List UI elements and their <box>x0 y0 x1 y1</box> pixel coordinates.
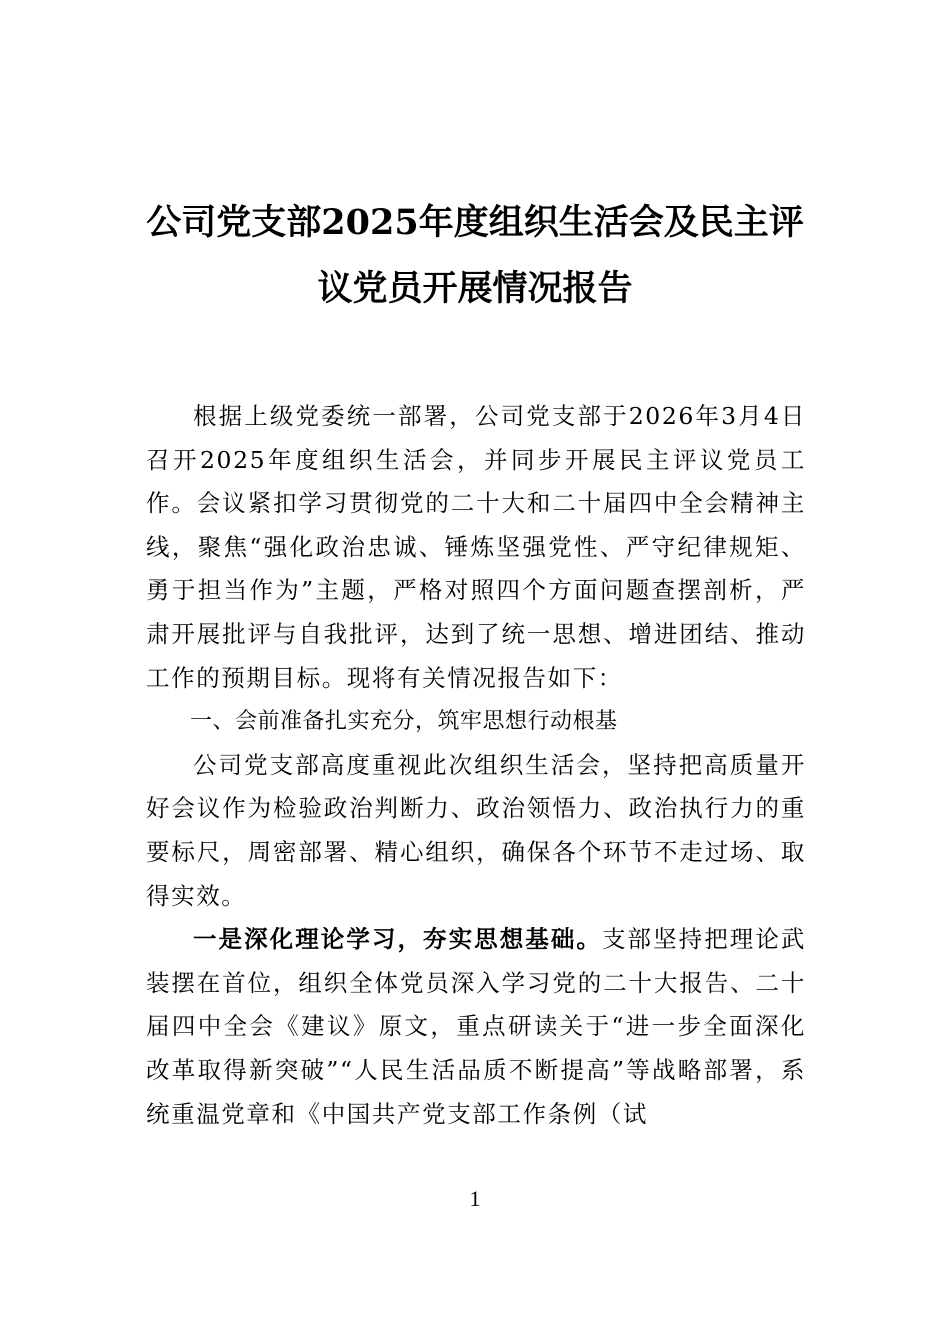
document-body <box>146 395 806 1136</box>
item-1-lead: 一是深化理论学习，夯实思想基础。 <box>193 925 602 954</box>
title-line-1: 公司党支部2025年度组织生活会及民主评 <box>146 202 804 243</box>
section-1-paragraph: 公司党支部高度重视此次组织生活会，坚持把高质量开好会议作为检验政治判断力、政治领悟力、政治执行力的重要标尺，周密部署、精心组织，确保各个环节不走过场、取得实效。 <box>146 750 806 910</box>
item-1-paragraph <box>146 918 806 1136</box>
document-title <box>120 190 830 322</box>
title-line-2: 议党员开展情况报告 <box>317 268 633 309</box>
section-1-heading: 一、会前准备扎实充分，筑牢思想行动根基 <box>190 709 618 735</box>
item-1-text: 支部坚持把理论武装摆在首位，组织全体党员深入学习党的二十大报告、二十届四中全会《建议》原文，重点研读关于“进一步全面深化改革取得新突破”“人民生活品质不断提高”等战略部署，系统重温党章和《中国共产党支部工作条例（试 <box>146 925 806 1128</box>
page-number: 1 <box>469 1186 481 1211</box>
intro-paragraph: 根据上级党委统一部署，公司党支部于2026年3月4日召开2025年度组织生活会，并同步开展民主评议党员工作。会议紧扣学习贯彻党的二十大和二十届四中全会精神主线，聚焦“强化政治忠诚、锤炼坚强党性、严守纪律规矩、勇于担当作为”主题，严格对照四个方面问题查摆剖析，严肃开展批评与自我批评，达到了统一思想、增进团结、推动工作的预期目标。现将有关情况报告如下： <box>146 402 806 692</box>
